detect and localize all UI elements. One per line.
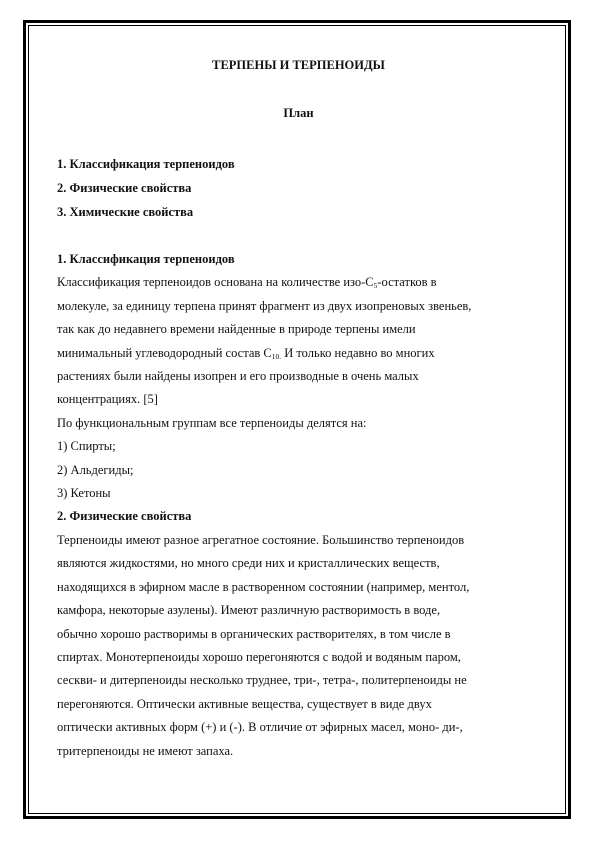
paragraph-line: Терпеноиды имеют разное агрегатное состояние. Большинство терпеноидов [57,532,465,547]
paragraph-line: По функциональным группам все терпеноиды делятся на: [57,415,367,430]
paragraph-line: обычно хорошо растворимы в органических растворителях, в том числе в [57,626,451,641]
text-run: Классификация терпеноидов основана на количестве изо-C [57,275,374,290]
paragraph-line: тритерпеноиды не имеют запаха. [57,743,234,758]
text-run: -остатков в [377,275,437,290]
paragraph-line: сескви- и дитерпеноиды несколько труднее, три-, тетра-, политерпеноиды не [57,673,467,688]
toc-item: 3. Химические свойства [57,205,194,219]
plan-heading: План [283,106,314,120]
toc-item: 1. Классификация терпеноидов [57,157,235,171]
list-item: 1) Спирты; [57,439,116,454]
section2-heading: 2. Физические свойства [57,509,192,524]
paragraph-line [57,342,542,365]
section1-heading: 1. Классификация терпеноидов [57,252,235,266]
text-run: минимальный углеводородный состав C [57,345,272,360]
paragraph-line: камфора, некоторые азулены). Имеют различную растворимость в воде, [57,603,441,618]
list-item: 2) Альдегиды; [57,462,134,477]
paragraph-line: молекуле, за единицу терпена принят фрагмент из двух изопреновых звеньев, [57,298,472,313]
subscript: 10. [271,351,282,361]
paragraph-line: спиртах. Монотерпеноиды хорошо перегоняются с водой и водяным паром, [57,649,461,664]
paragraph-line: находящихся в эфирном масле в растворенном состоянии (например, ментол, [57,579,470,594]
table-of-contents [57,152,235,224]
paragraph-line: перегоняются. Оптически активные вещества, существует в виде двух [57,696,432,711]
paragraph-line: концентрациях. [5] [57,392,158,407]
paragraph-line: растениях были найдены изопрен и его производные в очень малых [57,369,419,384]
paragraph-line [57,271,542,294]
paragraph-line: являются жидкостями, но много среди них и кристаллических веществ, [57,556,440,571]
text-run: И только недавно во многих [281,345,435,360]
document-title: ТЕРПЕНЫ И ТЕРПЕНОИДЫ [212,58,385,72]
subscript: 5 [373,281,378,291]
paragraph-line: оптически активных форм (+) и (-). В отличие от эфирных масел, моно- ди-, [57,720,463,735]
body-text [57,248,542,763]
paragraph-line: так как до недавнего времени найденные в природе терпены имели [57,322,416,337]
list-item: 3) Кетоны [57,486,111,501]
toc-item: 2. Физические свойства [57,181,192,195]
